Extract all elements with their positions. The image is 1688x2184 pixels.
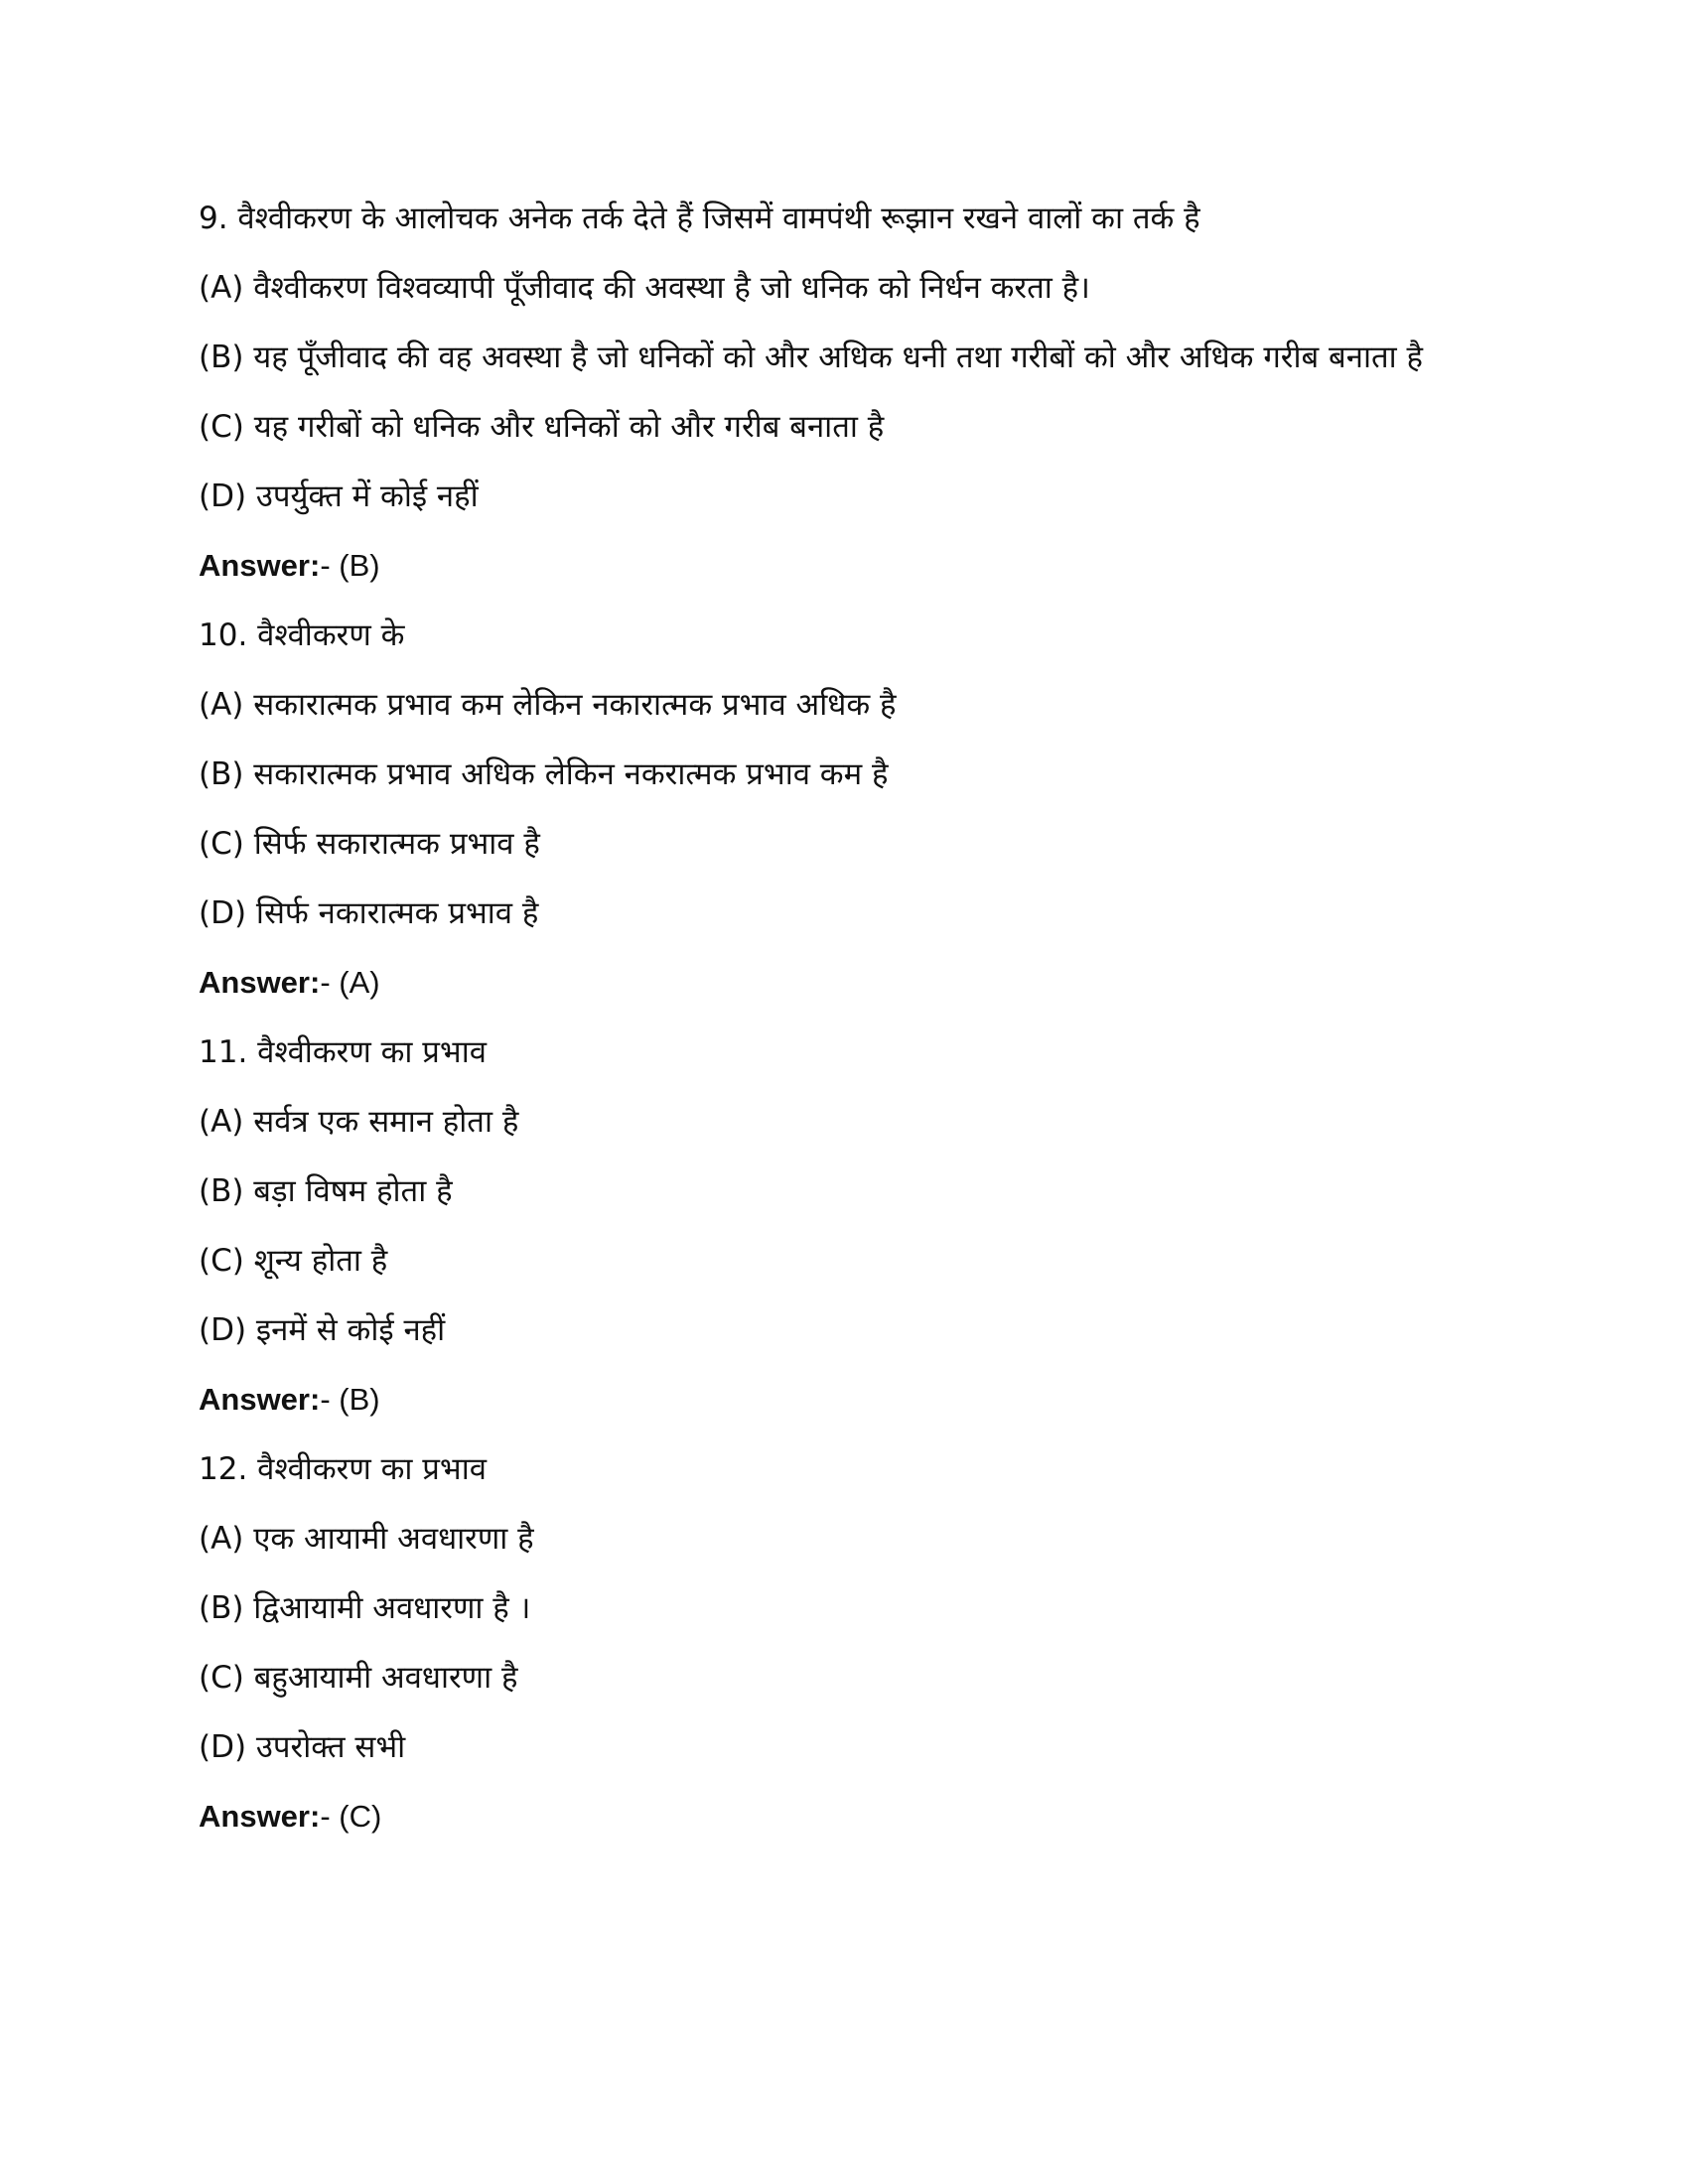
option-d: (D) उपर्युक्त में कोई नहीं bbox=[199, 478, 479, 514]
answer-label: Answer: bbox=[199, 1799, 321, 1834]
question-block bbox=[199, 1445, 1489, 1841]
answer-line bbox=[199, 1793, 1489, 1841]
question-text: 11. वैश्वीकरण का प्रभाव bbox=[199, 1034, 487, 1070]
question-text: 12. वैश्वीकरण का प्रभाव bbox=[199, 1451, 487, 1487]
answer-label: Answer: bbox=[199, 1382, 321, 1417]
answer-line bbox=[199, 959, 1489, 1007]
option-c: (C) सिर्फ सकारात्मक प्रभाव है bbox=[199, 826, 540, 862]
question-block bbox=[199, 612, 1489, 1007]
answer-line bbox=[199, 542, 1489, 590]
answer-label: Answer: bbox=[199, 965, 321, 1000]
answer-value: - (C) bbox=[320, 1799, 382, 1834]
answer-value: - (B) bbox=[320, 1382, 380, 1417]
option-c: (C) शून्य होता है bbox=[199, 1243, 388, 1279]
question-block bbox=[199, 195, 1489, 590]
option-a: (A) सकारात्मक प्रभाव कम लेकिन नकारात्मक प्रभाव अधिक है bbox=[199, 687, 897, 723]
option-b: (B) बड़ा विषम होता है bbox=[199, 1173, 453, 1209]
question-block bbox=[199, 1028, 1489, 1424]
option-a: (A) एक आयामी अवधारणा है bbox=[199, 1521, 534, 1557]
option-d: (D) इनमें से कोई नहीं bbox=[199, 1312, 446, 1348]
option-d: (D) सिर्फ नकारात्मक प्रभाव है bbox=[199, 895, 539, 931]
option-d: (D) उपरोक्त सभी bbox=[199, 1729, 406, 1765]
answer-label: Answer: bbox=[199, 548, 321, 583]
option-c: (C) यह गरीबों को धनिक और धनिकों को और गरीब बनाता है bbox=[199, 409, 885, 445]
answer-value: - (A) bbox=[320, 965, 380, 1000]
question-text: 9. वैश्वीकरण के आलोचक अनेक तर्क देते हैं जिसमें वामपंथी रूझान रखने वालों का तर्क है bbox=[199, 201, 1200, 236]
answer-value: - (B) bbox=[320, 548, 380, 583]
question-list bbox=[199, 195, 1489, 1862]
option-c: (C) बहुआयामी अवधारणा है bbox=[199, 1660, 518, 1696]
answer-line bbox=[199, 1376, 1489, 1424]
option-a: (A) वैश्वीकरण विश्वव्यापी पूँजीवाद की अवस्था है जो धनिक को निर्धन करता है। bbox=[199, 270, 1090, 306]
option-a: (A) सर्वत्र एक समान होता है bbox=[199, 1104, 519, 1140]
option-b: (B) सकारात्मक प्रभाव अधिक लेकिन नकरात्मक प्रभाव कम है bbox=[199, 756, 889, 792]
question-text: 10. वैश्वीकरण के bbox=[199, 617, 405, 653]
option-b: (B) यह पूँजीवाद की वह अवस्था है जो धनिकों को और अधिक धनी तथा गरीबों को और अधिक गरीब बनाता है bbox=[199, 340, 1423, 375]
option-b: (B) द्विआयामी अवधारणा है । bbox=[199, 1590, 531, 1626]
